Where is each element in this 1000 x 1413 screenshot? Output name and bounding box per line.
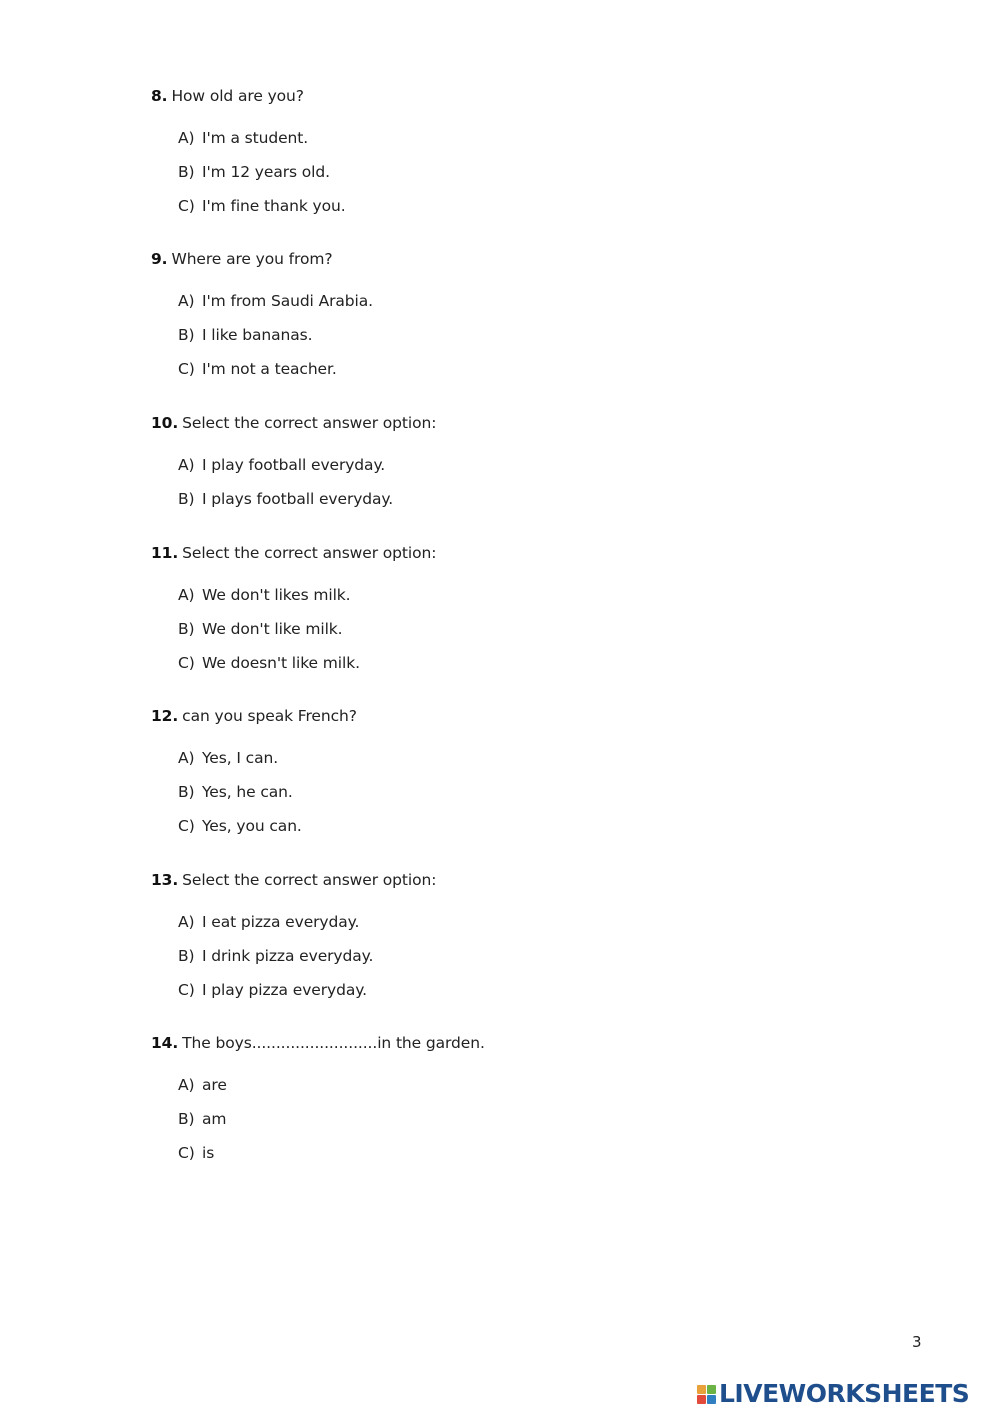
option-letter: C): [178, 817, 195, 835]
answer-option-c[interactable]: [178, 196, 851, 216]
option-text: Yes, I can.: [202, 749, 279, 767]
answer-option-a[interactable]: [178, 455, 851, 475]
option-text: I'm from Saudi Arabia.: [202, 292, 373, 310]
question-8: [151, 86, 851, 230]
option-text: I'm not a teacher.: [202, 360, 337, 378]
answer-option-b[interactable]: [178, 1109, 851, 1129]
question-11: [151, 543, 851, 687]
question-text: Select the correct answer option:: [182, 414, 437, 432]
answer-option-b[interactable]: [178, 782, 851, 802]
option-text: I eat pizza everyday.: [202, 913, 360, 931]
option-text: I play pizza everyday.: [202, 981, 367, 999]
liveworksheets-logo-icon: [697, 1385, 716, 1404]
question-prompt: [151, 870, 851, 890]
option-letter: B): [178, 947, 195, 965]
answer-option-a[interactable]: [178, 128, 851, 148]
option-text: are: [202, 1076, 227, 1094]
option-letter: B): [178, 326, 195, 344]
option-text: I'm a student.: [202, 129, 309, 147]
option-letter: A): [178, 586, 195, 604]
option-text: I like bananas.: [202, 326, 313, 344]
page-number: 3: [912, 1333, 922, 1351]
question-12: [151, 706, 851, 850]
option-letter: C): [178, 1144, 195, 1162]
answer-options: [151, 585, 851, 673]
option-text: I play football everyday.: [202, 456, 386, 474]
logo-square: [697, 1385, 706, 1394]
option-letter: A): [178, 1076, 195, 1094]
option-text: I drink pizza everyday.: [202, 947, 374, 965]
question-text: How old are you?: [171, 87, 304, 105]
option-letter: C): [178, 197, 195, 215]
option-text: We don't likes milk.: [202, 586, 351, 604]
question-14: [151, 1033, 851, 1177]
option-letter: B): [178, 1110, 195, 1128]
option-letter: A): [178, 913, 195, 931]
liveworksheets-logo: [697, 1380, 969, 1408]
answer-option-b[interactable]: [178, 619, 851, 639]
answer-options: [151, 128, 851, 216]
answer-option-a[interactable]: [178, 585, 851, 605]
option-letter: C): [178, 981, 195, 999]
option-letter: A): [178, 456, 195, 474]
question-number: 11.: [151, 544, 179, 562]
option-text: Yes, you can.: [202, 817, 302, 835]
option-text: I'm 12 years old.: [202, 163, 330, 181]
answer-options: [151, 912, 851, 1000]
question-number: 9.: [151, 250, 168, 268]
answer-option-c[interactable]: [178, 980, 851, 1000]
question-text: Select the correct answer option:: [182, 871, 437, 889]
question-text: can you speak French?: [182, 707, 357, 725]
option-text: is: [202, 1144, 215, 1162]
option-text: We don't like milk.: [202, 620, 343, 638]
logo-square: [697, 1395, 706, 1404]
question-text: The boys..........................in the garden.: [182, 1034, 485, 1052]
question-text: Where are you from?: [171, 250, 333, 268]
answer-option-b[interactable]: [178, 325, 851, 345]
question-10: [151, 413, 851, 523]
option-text: am: [202, 1110, 227, 1128]
option-letter: B): [178, 490, 195, 508]
option-text: I plays football everyday.: [202, 490, 394, 508]
answer-option-a[interactable]: [178, 1075, 851, 1095]
answer-option-c[interactable]: [178, 816, 851, 836]
option-letter: B): [178, 783, 195, 801]
question-number: 10.: [151, 414, 179, 432]
option-letter: C): [178, 654, 195, 672]
question-prompt: [151, 249, 851, 269]
question-number: 13.: [151, 871, 179, 889]
question-prompt: [151, 1033, 851, 1053]
question-prompt: [151, 543, 851, 563]
option-letter: B): [178, 620, 195, 638]
option-letter: A): [178, 749, 195, 767]
answer-option-b[interactable]: [178, 489, 851, 509]
question-prompt: [151, 413, 851, 433]
answer-option-c[interactable]: [178, 653, 851, 673]
logo-text: LIVEWORKSHEETS: [719, 1379, 970, 1408]
answer-options: [151, 291, 851, 379]
option-letter: C): [178, 360, 195, 378]
option-letter: A): [178, 129, 195, 147]
answer-option-c[interactable]: [178, 359, 851, 379]
question-text: Select the correct answer option:: [182, 544, 437, 562]
question-prompt: [151, 86, 851, 106]
logo-square: [707, 1395, 716, 1404]
answer-options: [151, 455, 851, 509]
option-letter: A): [178, 292, 195, 310]
answer-option-b[interactable]: [178, 946, 851, 966]
question-prompt: [151, 706, 851, 726]
question-number: 8.: [151, 87, 168, 105]
answer-option-b[interactable]: [178, 162, 851, 182]
option-letter: B): [178, 163, 195, 181]
logo-square: [707, 1385, 716, 1394]
question-9: [151, 249, 851, 393]
answer-option-a[interactable]: [178, 748, 851, 768]
question-number: 12.: [151, 707, 179, 725]
answer-options: [151, 748, 851, 836]
option-text: I'm fine thank you.: [202, 197, 346, 215]
question-number: 14.: [151, 1034, 179, 1052]
answer-option-a[interactable]: [178, 291, 851, 311]
option-text: Yes, he can.: [202, 783, 293, 801]
answer-option-a[interactable]: [178, 912, 851, 932]
question-13: [151, 870, 851, 1014]
answer-options: [151, 1075, 851, 1163]
option-text: We doesn't like milk.: [202, 654, 360, 672]
answer-option-c[interactable]: [178, 1143, 851, 1163]
